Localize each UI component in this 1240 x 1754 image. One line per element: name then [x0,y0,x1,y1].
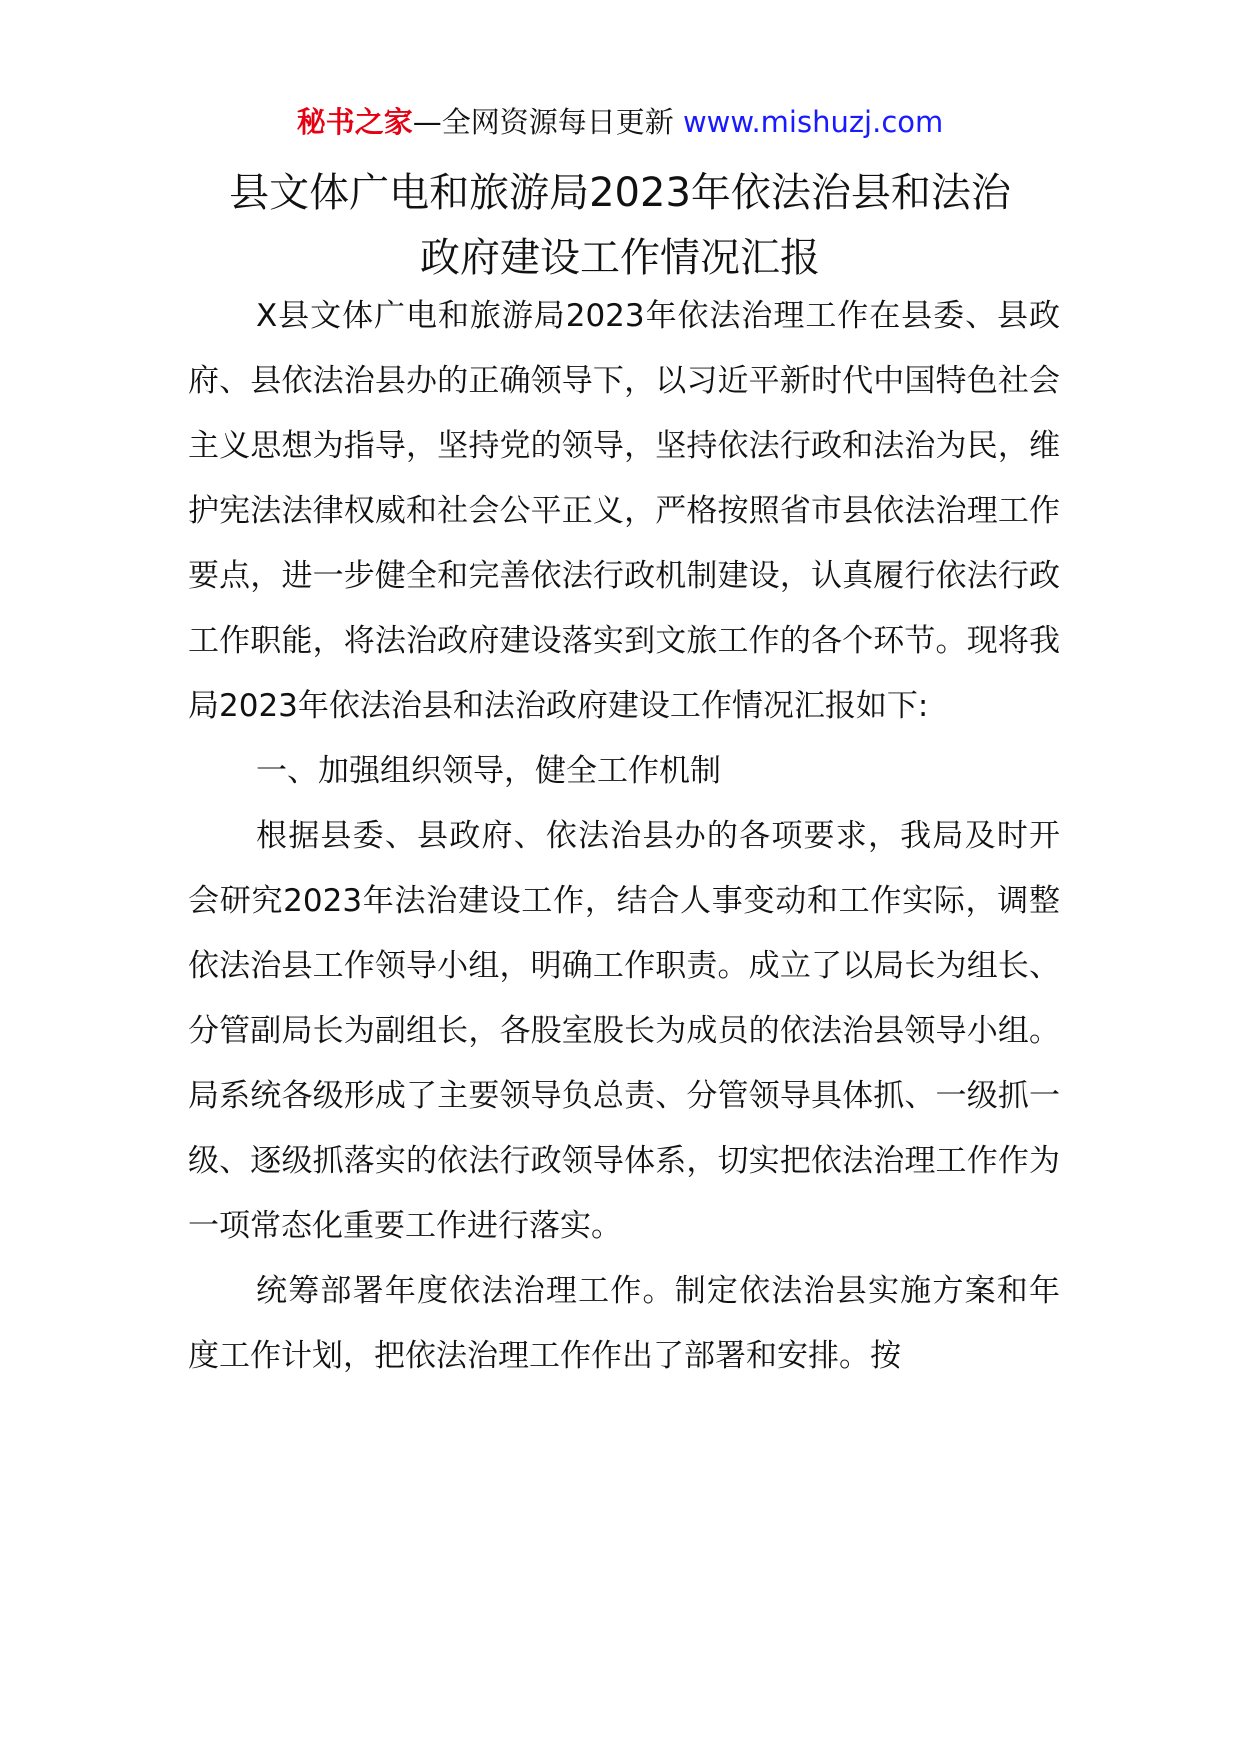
brand-name: 秘书之家 [296,105,413,139]
header-slogan: —全网资源每日更新 [412,105,674,139]
paragraph-organization: 根据县委、县政府、依法治县办的各项要求，我局及时开会研究2023年法治建设工作，结合人事变动和工作实际，调整依法治县工作领导小组，明确工作职责。成立了以局长为组长、分管副局长为副组长，各股室股长为成员的依法治县领导小组。局系统各级形成了主要领导负总责、分管领导具体抓、一级抓一级、逐级抓落实的依法行政领导体系，切实把依法治理工作作为一项常态化重要工作进行落实。 [188,818,1060,1244]
document-title-line-1: 县文体广电和旅游局2023年依法治县和法治 [229,170,1011,216]
site-header [0,102,1240,142]
paragraph-intro: X县文体广电和旅游局2023年依法治理工作在县委、县政府、县依法治县办的正确领导下，以习近平新时代中国特色社会主义思想为指导，坚持党的领导，坚持依法行政和法治为民，维护宪法法律权威和社会公平正义，严格按照省市县依法治理工作要点，进一步健全和完善依法行政机制建设，认真履行依法行政工作职能，将法治政府建设落实到文旅工作的各个环节。现将我局2023年依法治县和法治政府建设工作情况汇报如下: [188,298,1060,724]
paragraph-planning: 统筹部署年度依法治理工作。制定依法治县实施方案和年度工作计划，把依法治理工作作出了部署和安排。按 [188,1273,1060,1374]
section-heading-1: 一、加强组织领导，健全工作机制 [256,753,721,789]
site-url-link[interactable]: www.mishuzj.com [682,105,944,139]
document-body [188,284,1060,1389]
document-title-line-2: 政府建设工作情况汇报 [420,235,820,281]
